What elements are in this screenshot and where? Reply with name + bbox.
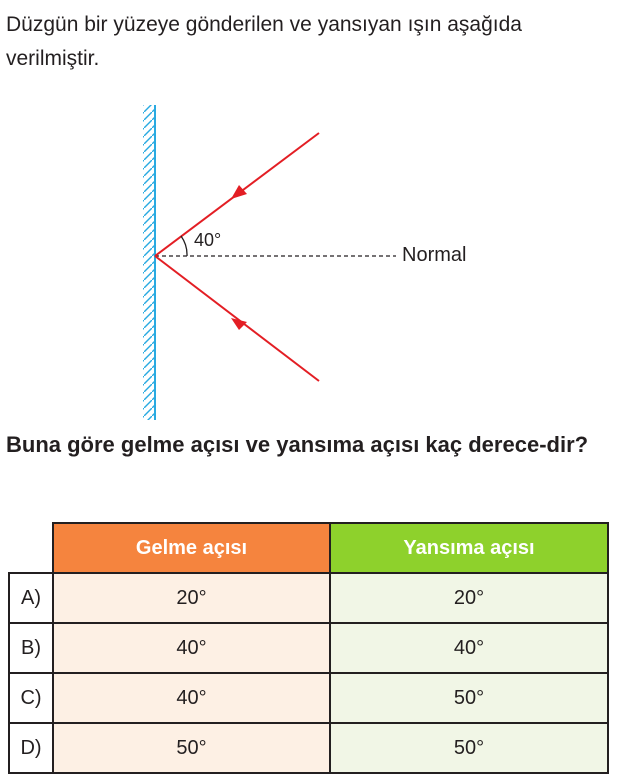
incident-ray-arrowhead	[231, 185, 247, 199]
mirror-hatching	[143, 105, 154, 420]
table-header-row	[9, 523, 608, 573]
intro-text: Düzgün bir yüzeye gönderilen ve yansıyan ışın aşağıda verilmiştir.	[6, 13, 522, 70]
normal-label: Normal	[402, 244, 467, 266]
gelme-value: 50°	[53, 723, 330, 773]
gelme-value: 40°	[53, 623, 330, 673]
reflected-ray	[155, 256, 319, 381]
table-row[interactable]	[9, 673, 608, 723]
answer-table	[8, 522, 609, 774]
gelme-value: 40°	[53, 673, 330, 723]
question-text: Buna göre gelme açısı ve yansıma açısı kaç derece-dir?	[6, 432, 589, 457]
option-label[interactable]: B)	[9, 623, 53, 673]
header-gelme: Gelme açısı	[53, 523, 330, 573]
table-row[interactable]	[9, 723, 608, 773]
angle-arc	[181, 236, 187, 256]
gelme-value: 20°	[53, 573, 330, 623]
option-label[interactable]: C)	[9, 673, 53, 723]
header-yansima: Yansıma açısı	[330, 523, 608, 573]
yansima-value: 50°	[330, 723, 608, 773]
yansima-value: 20°	[330, 573, 608, 623]
table-row[interactable]	[9, 623, 608, 673]
angle-label: 40°	[194, 230, 222, 250]
table-corner	[9, 523, 53, 573]
option-label[interactable]: A)	[9, 573, 53, 623]
option-label[interactable]: D)	[9, 723, 53, 773]
yansima-value: 40°	[330, 623, 608, 673]
table-row[interactable]	[9, 573, 608, 623]
reflection-diagram	[0, 95, 618, 425]
yansima-value: 50°	[330, 673, 608, 723]
